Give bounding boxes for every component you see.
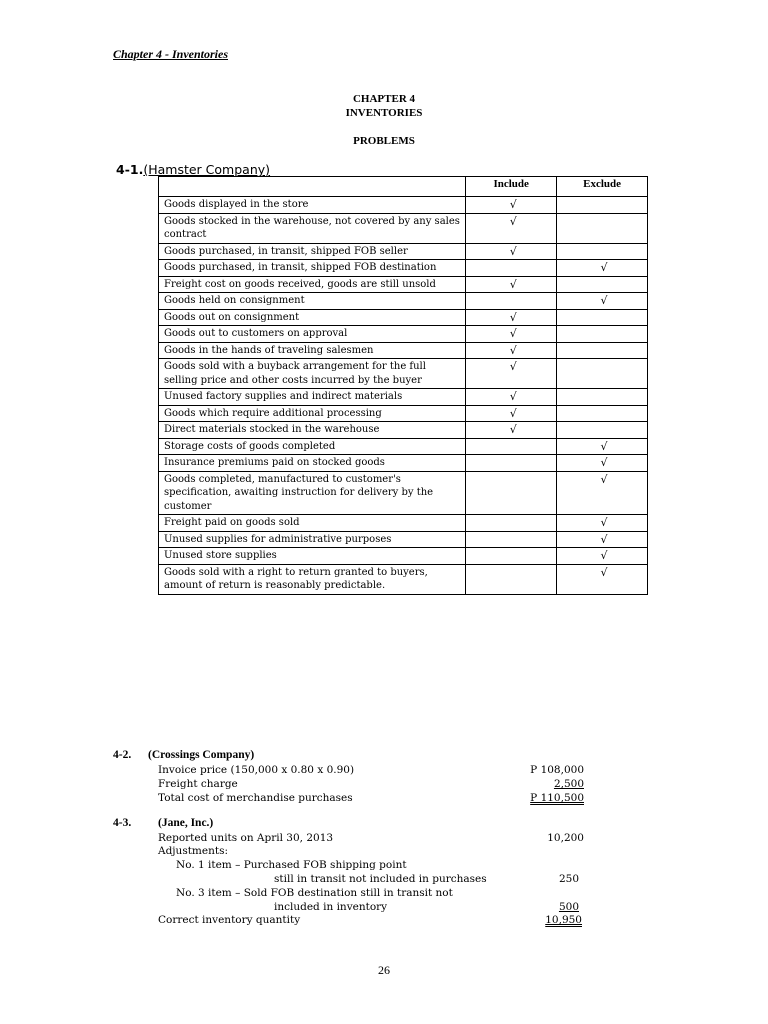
include-cell bbox=[466, 359, 557, 389]
table-row bbox=[159, 422, 648, 439]
include-cell bbox=[466, 276, 557, 293]
include-check: √ bbox=[509, 406, 517, 420]
table-row bbox=[159, 389, 648, 406]
exclude-cell bbox=[557, 309, 648, 326]
reported-units-amount: 10,200 bbox=[547, 832, 584, 844]
include-cell bbox=[466, 515, 557, 532]
chapter-number: CHAPTER 4 bbox=[352, 93, 416, 105]
table-row bbox=[159, 359, 648, 389]
include-cell bbox=[466, 197, 557, 214]
exclude-cell bbox=[557, 515, 648, 532]
table-row bbox=[159, 276, 648, 293]
problem-4-3-company: (Jane, Inc.) bbox=[158, 817, 214, 829]
item-description: Direct materials stocked in the warehouse bbox=[159, 422, 466, 439]
item-description: Unused supplies for administrative purposes bbox=[159, 531, 466, 548]
table-row bbox=[159, 405, 648, 422]
table-row bbox=[159, 548, 648, 565]
item-description: Goods purchased, in transit, shipped FOB destination bbox=[159, 260, 466, 277]
reported-units-label: Reported units on April 30, 2013 bbox=[158, 832, 334, 844]
item-description: Goods sold with a buyback arrangement for the full selling price and other costs incurred by the buyer bbox=[159, 359, 466, 389]
include-cell bbox=[466, 243, 557, 260]
item-description: Storage costs of goods completed bbox=[159, 438, 466, 455]
chapter-title: INVENTORIES bbox=[345, 107, 423, 119]
include-check: √ bbox=[509, 198, 517, 211]
exclude-cell bbox=[557, 422, 648, 439]
exclude-header: Exclude bbox=[557, 177, 648, 197]
problem-4-2-company: (Crossings Company) bbox=[148, 749, 255, 761]
exclude-cell bbox=[557, 564, 648, 594]
include-cell bbox=[466, 293, 557, 310]
exclude-check: √ bbox=[600, 516, 608, 529]
exclude-check: √ bbox=[600, 261, 608, 274]
exclude-cell bbox=[557, 213, 648, 243]
inventory-table bbox=[158, 176, 648, 595]
include-cell bbox=[466, 455, 557, 472]
table-row bbox=[159, 243, 648, 260]
table-row bbox=[159, 197, 648, 214]
item-1-line-2: still in transit not included in purchases bbox=[274, 873, 487, 885]
exclude-cell bbox=[557, 389, 648, 406]
item-description: Goods stocked in the warehouse, not covered by any sales contract bbox=[159, 213, 466, 243]
include-check: √ bbox=[509, 244, 517, 258]
exclude-check: √ bbox=[600, 439, 608, 453]
item-1-amount: 250 bbox=[558, 873, 579, 885]
table-row bbox=[159, 326, 648, 343]
item-3-line-2: included in inventory bbox=[274, 901, 388, 913]
table-row bbox=[159, 455, 648, 472]
item-1-line-1: No. 1 item – Purchased FOB shipping point bbox=[176, 859, 407, 871]
include-check: √ bbox=[509, 327, 517, 340]
chapter-header: Chapter 4 - Inventories bbox=[113, 47, 229, 61]
item-description: Goods out to customers on approval bbox=[159, 326, 466, 343]
item-description: Goods held on consignment bbox=[159, 293, 466, 310]
include-cell bbox=[466, 213, 557, 243]
exclude-cell bbox=[557, 438, 648, 455]
problem-4-2-number: 4-2. bbox=[113, 749, 132, 761]
include-cell bbox=[466, 471, 557, 515]
exclude-check: √ bbox=[600, 532, 608, 546]
item-description: Insurance premiums paid on stocked goods bbox=[159, 455, 466, 472]
item-description: Goods purchased, in transit, shipped FOB seller bbox=[159, 243, 466, 260]
problem-4-3-number: 4-3. bbox=[113, 817, 132, 829]
problem-4-1-number: 4-1. bbox=[116, 162, 144, 177]
item-description: Goods in the hands of traveling salesmen bbox=[159, 342, 466, 359]
exclude-cell bbox=[557, 548, 648, 565]
include-cell bbox=[466, 342, 557, 359]
exclude-cell bbox=[557, 531, 648, 548]
exclude-cell bbox=[557, 197, 648, 214]
include-cell bbox=[466, 326, 557, 343]
include-check: √ bbox=[509, 343, 517, 357]
exclude-check: √ bbox=[600, 549, 608, 562]
item-description: Unused factory supplies and indirect materials bbox=[159, 389, 466, 406]
include-check: √ bbox=[509, 423, 517, 436]
item-description: Goods displayed in the store bbox=[159, 197, 466, 214]
include-check: √ bbox=[509, 277, 517, 291]
item-description: Unused store supplies bbox=[159, 548, 466, 565]
table-row bbox=[159, 213, 648, 243]
include-cell bbox=[466, 531, 557, 548]
table-row bbox=[159, 471, 648, 515]
exclude-cell bbox=[557, 243, 648, 260]
table-row bbox=[159, 342, 648, 359]
include-cell bbox=[466, 260, 557, 277]
item-description: Freight cost on goods received, goods are still unsold bbox=[159, 276, 466, 293]
item-description: Goods completed, manufactured to customer's specification, awaiting instruction for delivery by the customer bbox=[159, 471, 466, 515]
include-check: √ bbox=[509, 310, 517, 324]
include-check: √ bbox=[509, 360, 517, 373]
exclude-cell bbox=[557, 260, 648, 277]
problem-4-1-heading bbox=[116, 162, 270, 177]
table-header-row bbox=[159, 177, 648, 197]
include-cell bbox=[466, 405, 557, 422]
correct-quantity-amount: 10,950 bbox=[545, 914, 582, 926]
table-row bbox=[159, 293, 648, 310]
include-header: Include bbox=[466, 177, 557, 197]
include-cell bbox=[466, 438, 557, 455]
exclude-cell bbox=[557, 342, 648, 359]
item-3-line-1: No. 3 item – Sold FOB destination still in transit not bbox=[176, 887, 453, 899]
exclude-cell bbox=[557, 455, 648, 472]
exclude-cell bbox=[557, 326, 648, 343]
exclude-cell bbox=[557, 471, 648, 515]
include-cell bbox=[466, 548, 557, 565]
page-number: 26 bbox=[378, 963, 390, 977]
freight-charge-amount: 2,500 bbox=[553, 778, 584, 790]
exclude-cell bbox=[557, 405, 648, 422]
exclude-cell bbox=[557, 359, 648, 389]
total-cost-label: Total cost of merchandise purchases bbox=[158, 792, 353, 804]
include-check: √ bbox=[509, 214, 517, 228]
freight-charge-label: Freight charge bbox=[158, 778, 238, 790]
exclude-check: √ bbox=[600, 565, 608, 579]
total-cost-amount: P 110,500 bbox=[530, 792, 584, 804]
table-row bbox=[159, 438, 648, 455]
exclude-check: √ bbox=[600, 456, 608, 469]
table-row bbox=[159, 531, 648, 548]
item-description: Goods which require additional processing bbox=[159, 405, 466, 422]
exclude-cell bbox=[557, 276, 648, 293]
table-row bbox=[159, 515, 648, 532]
exclude-check: √ bbox=[600, 472, 608, 486]
table-row bbox=[159, 260, 648, 277]
adjustments-label: Adjustments: bbox=[158, 845, 229, 857]
include-cell bbox=[466, 389, 557, 406]
item-description: Goods sold with a right to return granted to buyers, amount of return is reasonably predictable. bbox=[159, 564, 466, 594]
invoice-price-label: Invoice price (150,000 x 0.80 x 0.90) bbox=[158, 764, 355, 776]
problems-heading: PROBLEMS bbox=[353, 135, 415, 147]
correct-quantity-label: Correct inventory quantity bbox=[158, 914, 301, 926]
item-3-amount: 500 bbox=[558, 901, 579, 913]
exclude-cell bbox=[557, 293, 648, 310]
table-row bbox=[159, 309, 648, 326]
include-cell bbox=[466, 309, 557, 326]
item-description: Goods out on consignment bbox=[159, 309, 466, 326]
exclude-check: √ bbox=[600, 294, 608, 307]
problem-4-1-company: (Hamster Company) bbox=[143, 162, 271, 177]
invoice-price-amount: P 108,000 bbox=[530, 764, 584, 776]
include-cell bbox=[466, 564, 557, 594]
include-check: √ bbox=[509, 390, 517, 403]
blank-header bbox=[159, 177, 466, 197]
table-row bbox=[159, 564, 648, 594]
item-description: Freight paid on goods sold bbox=[159, 515, 466, 532]
include-cell bbox=[466, 422, 557, 439]
